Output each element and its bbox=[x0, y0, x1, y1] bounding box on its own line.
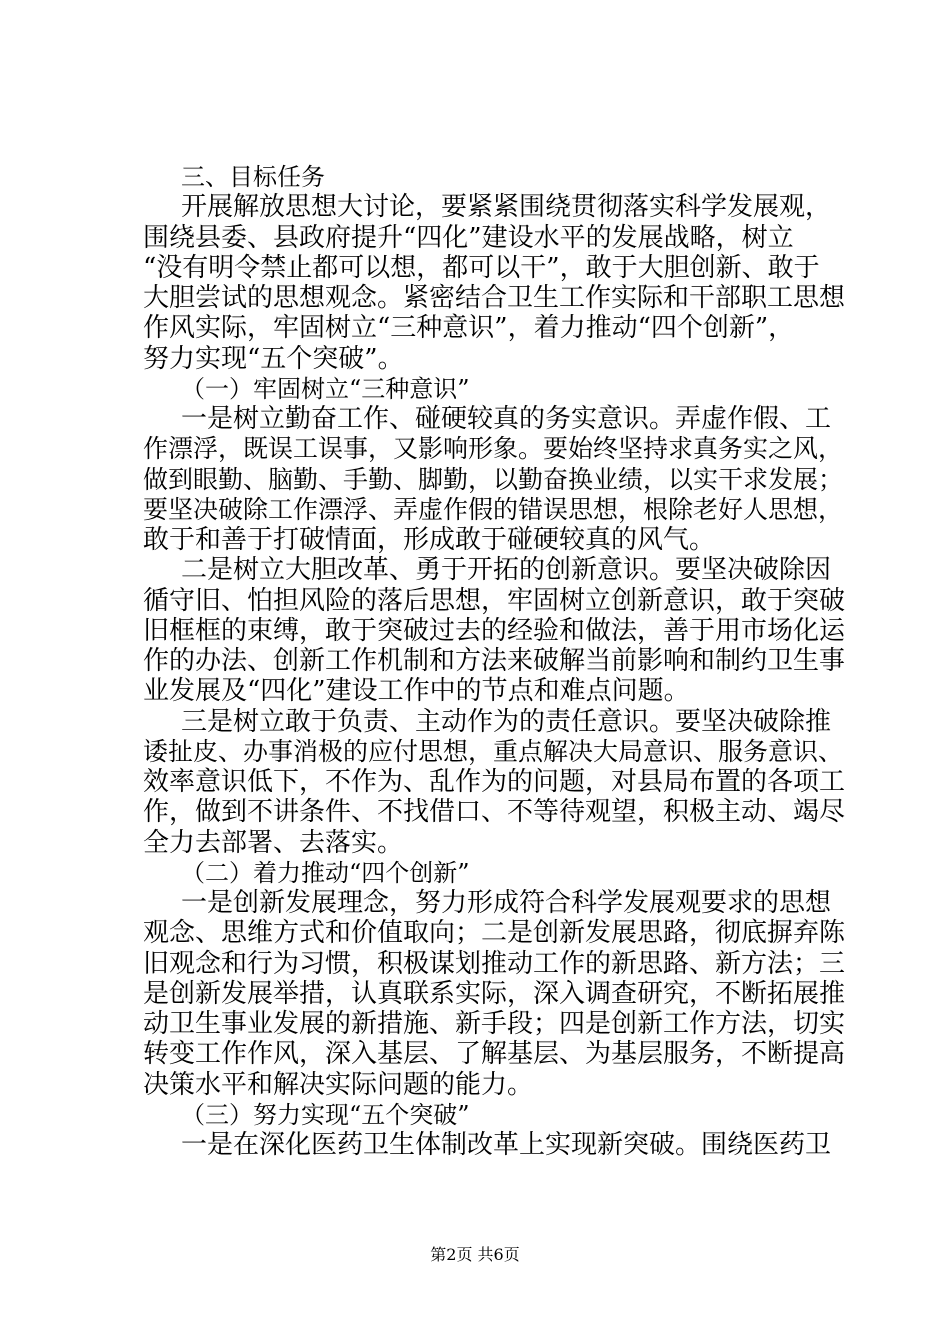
document-line: 转变工作作风，深入基层、了解基层、为基层服务，不断提高 bbox=[143, 1039, 846, 1070]
document-line: “没有明令禁止都可以想，都可以干”，敢于大胆创新、敢于 bbox=[143, 252, 820, 283]
document-line: 三是树立敢于负责、主动作为的责任意识。要坚决破除推 bbox=[181, 706, 832, 737]
document-line: 一是树立勤奋工作、碰硬较真的务实意识。弄虚作假、工 bbox=[181, 404, 832, 434]
document-line: 动卫生事业发展的新措施、新手段；四是创新工作方法，切实 bbox=[143, 1009, 846, 1039]
document-line: 做到眼勤、脑勤、手勤、脚勤，以勤奋换业绩，以实干求发展； bbox=[143, 464, 844, 494]
document-line: 要坚决破除工作漂浮、弄虚作假的错误思想，根除老好人思想， bbox=[143, 494, 844, 524]
document-line: 观念、思维方式和价值取向；二是创新发展思路，彻底摒弃陈 bbox=[143, 918, 846, 949]
document-line: （一）牢固树立“三种意识” bbox=[181, 374, 470, 403]
document-line: 全力去部署、去落实。 bbox=[143, 827, 404, 858]
document-line: 一是在深化医药卫生体制改革上实现新突破。围绕医药卫 bbox=[181, 1130, 832, 1160]
document-line: 开展解放思想大讨论，要紧紧围绕贯彻落实科学发展观， bbox=[181, 192, 832, 223]
document-line: 诿扯皮、办事消极的应付思想，重点解决大局意识、服务意识、 bbox=[143, 736, 844, 766]
page-footer: 第2页 共6页 bbox=[430, 1245, 520, 1264]
document-line: 效率意识低下，不作为、乱作为的问题，对县局布置的各项工 bbox=[143, 767, 846, 797]
document-line: 循守旧、怕担风险的落后思想，牢固树立创新意识，敢于突破 bbox=[143, 585, 846, 616]
document-line: （二）着力推动“四个创新” bbox=[181, 858, 470, 887]
document-line: 二是树立大胆改革、勇于开拓的创新意识。要坚决破除因 bbox=[181, 555, 832, 586]
document-line: 旧观念和行为习惯，积极谋划推动工作的新思路、新方法；三 bbox=[143, 948, 846, 979]
document-line: 决策水平和解决实际问题的能力。 bbox=[143, 1069, 534, 1100]
document-line: 大胆尝试的思想观念。紧密结合卫生工作实际和干部职工思想 bbox=[143, 283, 846, 313]
document-line: 围绕县委、县政府提升“四化”建设水平的发展战略，树立 bbox=[143, 222, 794, 253]
document-line: 作漂浮，既误工误事，又影响形象。要始终坚持求真务实之风， bbox=[143, 434, 844, 464]
document-line: 敢于和善于打破情面，形成敢于碰硬较真的风气。 bbox=[143, 525, 716, 555]
document-line: 三、目标任务 bbox=[181, 163, 325, 191]
document-line: 作的办法、创新工作机制和方法来破解当前影响和制约卫生事 bbox=[143, 646, 846, 676]
document-line: 作风实际，牢固树立“三种意识”，着力推动“四个创新”， bbox=[143, 313, 795, 344]
document-line: 作，做到不讲条件、不找借口、不等待观望，积极主动、竭尽 bbox=[143, 797, 846, 828]
document-line: （三）努力实现“五个突破” bbox=[181, 1100, 470, 1129]
document-line: 努力实现“五个突破”。 bbox=[143, 343, 404, 374]
document-line: 旧框框的束缚，敢于突破过去的经验和做法，善于用市场化运 bbox=[143, 615, 846, 646]
document-line: 一是创新发展理念，努力形成符合科学发展观要求的思想 bbox=[181, 888, 832, 918]
document-line: 是创新发展举措，认真联系实际，深入调查研究，不断拓展推 bbox=[143, 978, 846, 1009]
document-line: 业发展及“四化”建设工作中的节点和难点问题。 bbox=[143, 676, 690, 707]
